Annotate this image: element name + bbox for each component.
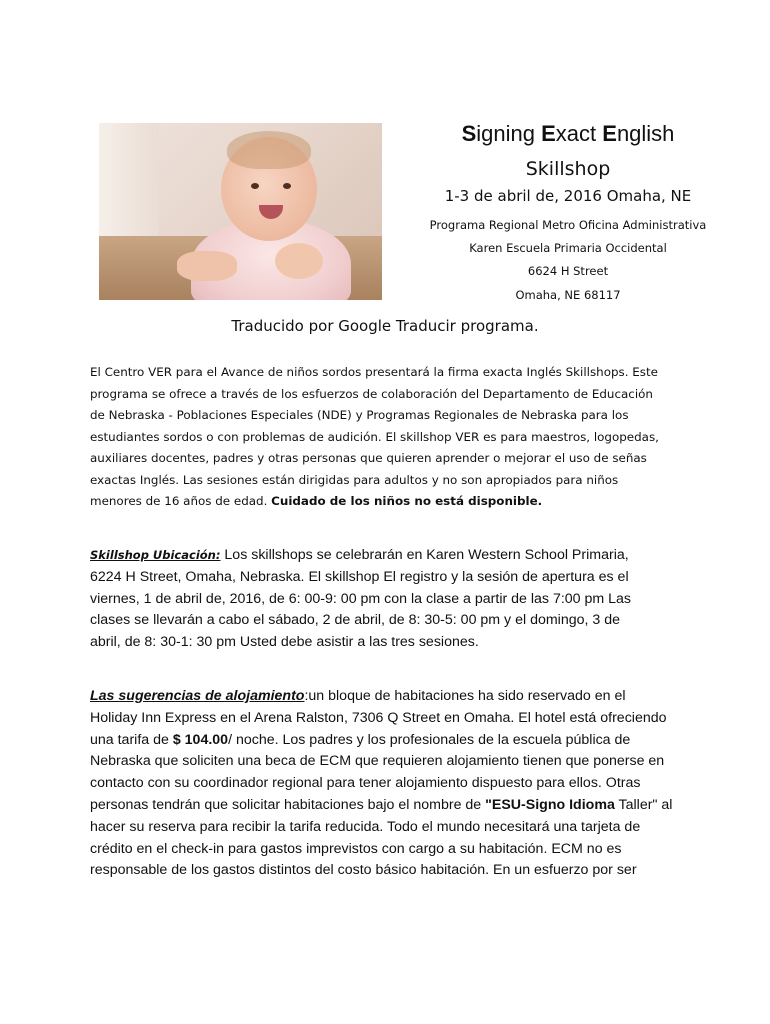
room-price: $ 104.00	[172, 731, 229, 748]
address-line-2: Karen Escuela Primaria Occidental	[469, 241, 667, 255]
location-label: Skillshop Ubicación:	[90, 548, 221, 562]
address-line-3: 6624 H Street	[527, 264, 609, 278]
intro-line: programa se ofrece a través de los esfuerzos de colaboración del Departamento de Educación	[90, 386, 653, 401]
intro-line: exactas Inglés. Las sesiones están dirigidas para adultos y no son apropiados para niños	[90, 472, 619, 487]
intro-line: El Centro VER para el Avance de niños sordos presentará la firma exacta Inglés Skillshops. Este	[90, 365, 658, 379]
location-paragraph	[90, 545, 730, 654]
intro-line: menores de 16 años de edad. Cuidado de los niños no está disponible.	[90, 494, 543, 508]
location-line: viernes, 1 de abril de, 2016, de 6: 00-9: 00 pm con la clase a partir de las 7:00 pm Las	[90, 590, 632, 607]
group-name: "ESU-Signo Idioma	[485, 796, 615, 813]
lodging-line: Nebraska que soliciten una beca de ECM que requieren alojamiento tienen que ponerse en	[90, 753, 665, 770]
event-date: 1-3 de abril de, 2016 Omaha, NE	[444, 187, 692, 205]
address-line-4: Omaha, NE 68117	[515, 288, 621, 302]
lodging-line: hacer su reserva para recibir la tarifa reducida. Todo el mundo necesitará una tarjeta de	[90, 818, 641, 835]
lodging-label: Las sugerencias de alojamiento	[90, 688, 305, 704]
lodging-line: crédito en el check-in para gastos imprevistos con cargo a su habitación. ECM no es	[90, 840, 622, 857]
lodging-line: una tarifa de $ 104.00/ noche. Los padres y los profesionales de la escuela pública de	[90, 731, 631, 748]
location-line: abril, de 8: 30-1: 30 pm Usted debe asistir a las tres sesiones.	[90, 634, 479, 651]
lodging-line: Holiday Inn Express en el Arena Ralston, 7306 Q Street en Omaha. El hotel está ofreciendo	[90, 709, 667, 726]
location-line: 6224 H Street, Omaha, Nebraska. El skillshop El registro y la sesión de apertura es el	[90, 568, 629, 585]
intro-line: de Nebraska - Poblaciones Especiales (NDE) y Programas Regionales de Nebraska para los	[90, 408, 629, 422]
lodging-line: personas tendrán que solicitar habitaciones bajo el nombre de "ESU-Signo Idioma Taller" al	[90, 796, 673, 813]
intro-line: estudiantes sordos o con problemas de audición. El skillshop VER es para maestros, logopedas,	[90, 429, 659, 444]
lodging-line: Las sugerencias de alojamiento:un bloque de habitaciones ha sido reservado en el	[90, 688, 626, 704]
document-subtitle: Skillshop	[525, 158, 611, 180]
childcare-notice: Cuidado de los niños no está disponible.	[271, 494, 543, 508]
lodging-line: contacto con su coordinador regional para tener alojamiento dispuesto para ellos. Otras	[90, 775, 641, 792]
lodging-paragraph	[90, 686, 730, 882]
intro-paragraph	[90, 362, 710, 513]
translation-note: Traducido por Google Traducir programa.	[231, 317, 539, 335]
intro-line: auxiliares docentes, padres y otras personas que quieren aprender o mejorar el uso de señas	[90, 451, 647, 465]
document-title: Signing Exact English	[461, 121, 675, 146]
location-line: clases se llevarán a cabo el sábado, 2 de abril, de 8: 30-5: 00 pm y el domingo, 3 de	[90, 612, 620, 629]
baby-photo	[99, 123, 382, 300]
address-line-1: Programa Regional Metro Oficina Administrativa	[429, 218, 707, 232]
lodging-line: responsable de los gastos distintos del costo básico habitación. En un esfuerzo por ser	[90, 862, 637, 879]
location-line: Skillshop Ubicación: Los skillshops se celebrarán en Karen Western School Primaria,	[90, 547, 629, 563]
